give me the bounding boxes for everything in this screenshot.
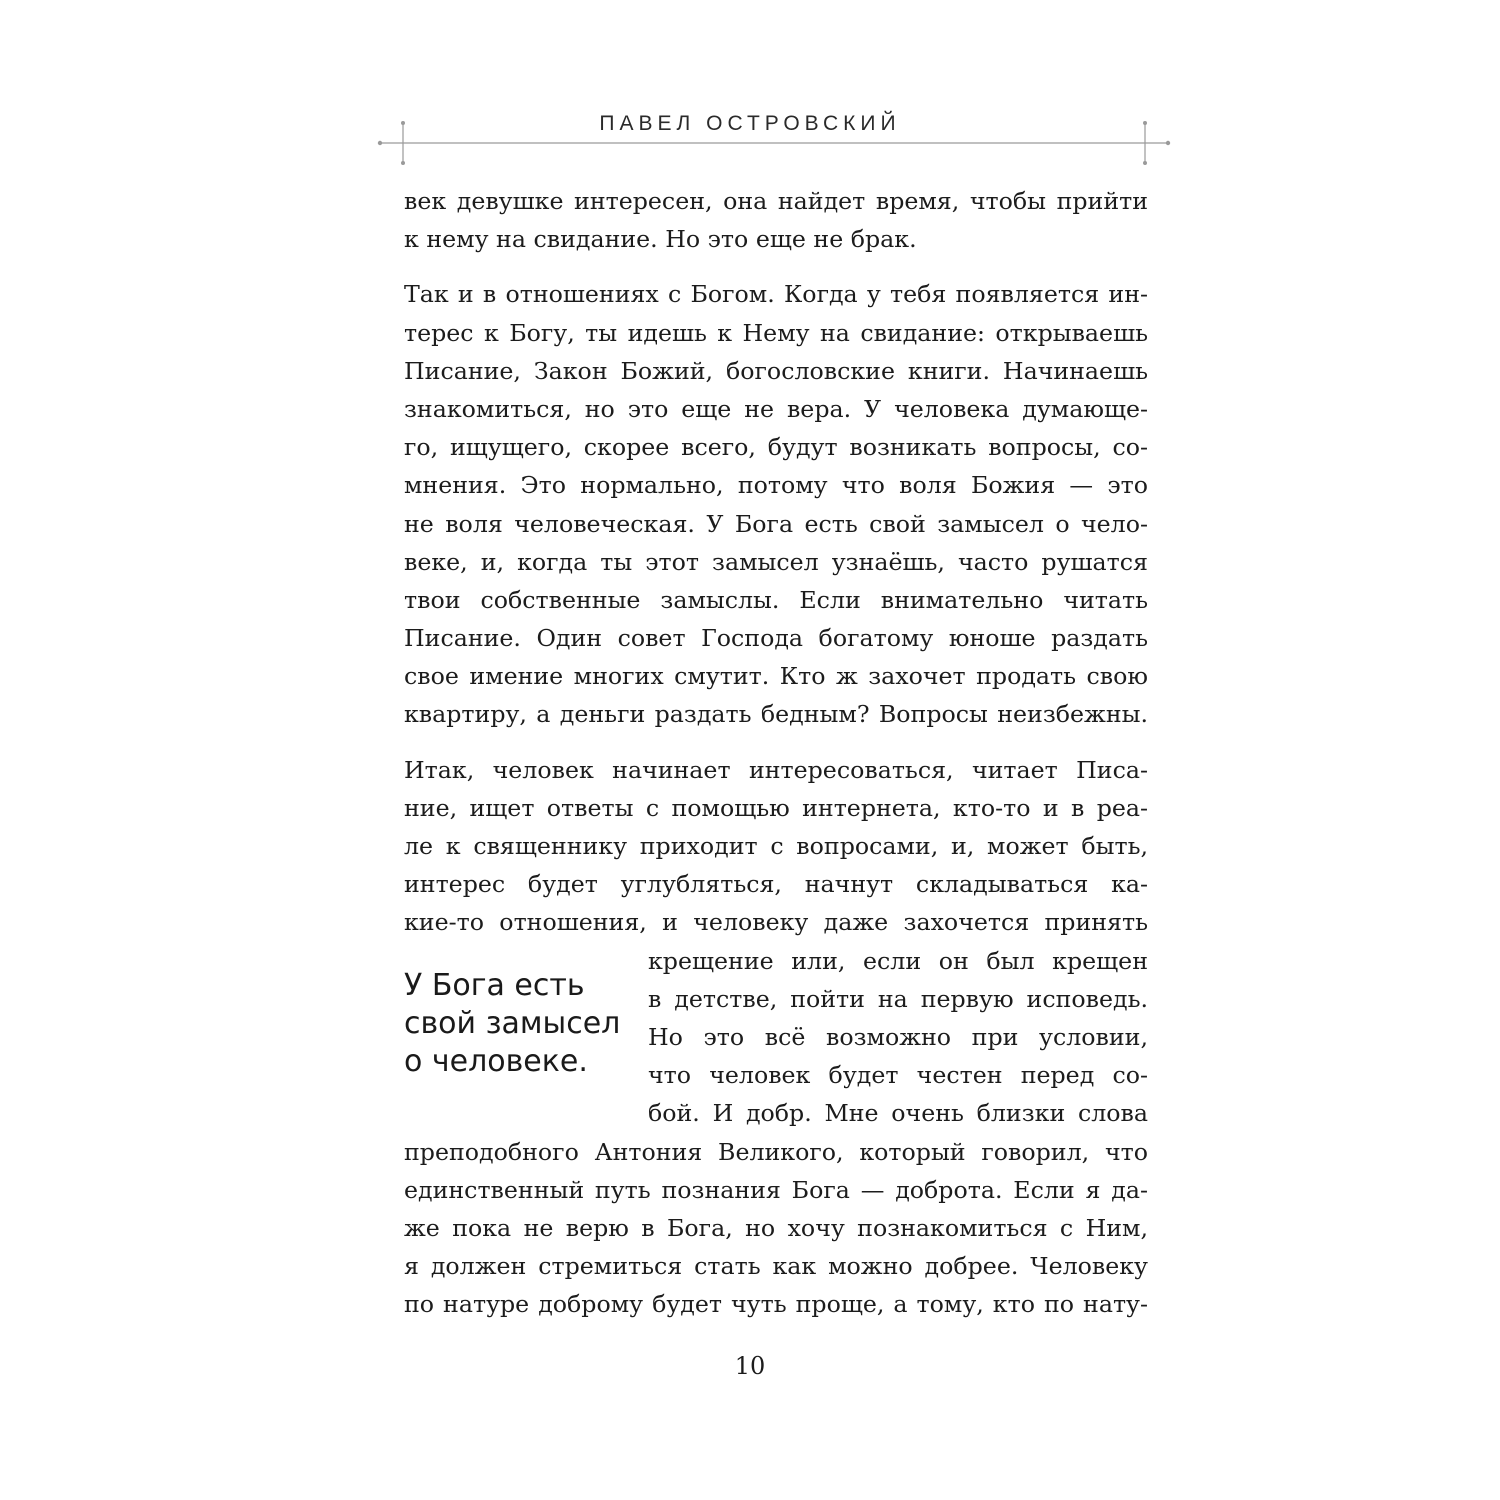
- text-line: знакомиться, но это еще не вера. У человека думающе-: [404, 394, 1148, 423]
- text-line: квартиру, а деньги раздать бедным? Вопросы неизбежны.: [404, 700, 1148, 729]
- text-line: что человек будет честен перед со-: [648, 1061, 1148, 1090]
- text-line: интерес будет углубляться, начнут складываться ка-: [404, 870, 1148, 899]
- pull-quote-line: о человеке.: [404, 1044, 588, 1079]
- text-line: Итак, человек начинает интересоваться, читает Писа-: [404, 755, 1148, 784]
- text-line: в детстве, пойти на первую исповедь.: [648, 984, 1148, 1013]
- text-line: Писание, Закон Божий, богословские книги. Начинаешь: [404, 356, 1148, 385]
- text-line: единственный путь познания Бога — доброта. Если я да-: [404, 1175, 1148, 1204]
- running-head-author: ПАВЕЛ ОСТРОВСКИЙ: [599, 112, 901, 135]
- text-line: к нему на свидание. Но это еще не брак.: [404, 225, 917, 254]
- text-line: крещение или, если он был крещен: [648, 946, 1148, 975]
- text-line: веке, и, когда ты этот замысел узнаёшь, часто рушатся: [404, 547, 1148, 576]
- pull-quote-line: свой замысел: [404, 1006, 621, 1041]
- body-text: [404, 182, 1148, 1323]
- text-line: кие-то отношения, и человеку даже захочется принять: [404, 908, 1148, 937]
- text-line: свое имение многих смутит. Кто ж захочет продать свою: [404, 662, 1148, 691]
- text-line: ле к священнику приходит с вопросами, и, может быть,: [404, 832, 1148, 860]
- header-rule-ornament: [0, 110, 1500, 170]
- text-line: преподобного Антония Великого, который говорил, что: [404, 1137, 1148, 1166]
- pull-quote-line: У Бога есть: [404, 968, 585, 1003]
- text-line: не воля человеческая. У Бога есть свой замысел о чело-: [404, 509, 1148, 538]
- pull-quote: [404, 967, 634, 1081]
- text-line: век девушке интересен, она найдет время, чтобы прийти: [404, 187, 1148, 215]
- text-line: по натуре доброму будет чуть проще, а тому, кто по нату-: [404, 1290, 1148, 1319]
- text-line: бой. И добр. Мне очень близки слова: [648, 1099, 1148, 1128]
- text-line: Так и в отношениях с Богом. Когда у тебя появляется ин-: [404, 280, 1148, 309]
- text-line: твои собственные замыслы. Если внимательно читать: [404, 585, 1148, 614]
- text-line: ние, ищет ответы с помощью интернета, кто-то и в реа-: [404, 793, 1148, 822]
- page-number: 10: [734, 1352, 766, 1380]
- text-line: Но это всё возможно при условии,: [648, 1022, 1148, 1051]
- text-line: мнения. Это нормально, потому что воля Божия — это: [404, 471, 1148, 500]
- text-line: я должен стремиться стать как можно добрее. Человеку: [404, 1252, 1148, 1281]
- text-line: же пока не верю в Бога, но хочу познакомиться с Ним,: [404, 1213, 1148, 1242]
- text-line: Писание. Один совет Господа богатому юноше раздать: [404, 624, 1148, 653]
- text-line: го, ищущего, скорее всего, будут возникать вопросы, со-: [404, 433, 1148, 462]
- text-line: терес к Богу, ты идешь к Нему на свидание: открываешь: [404, 318, 1148, 347]
